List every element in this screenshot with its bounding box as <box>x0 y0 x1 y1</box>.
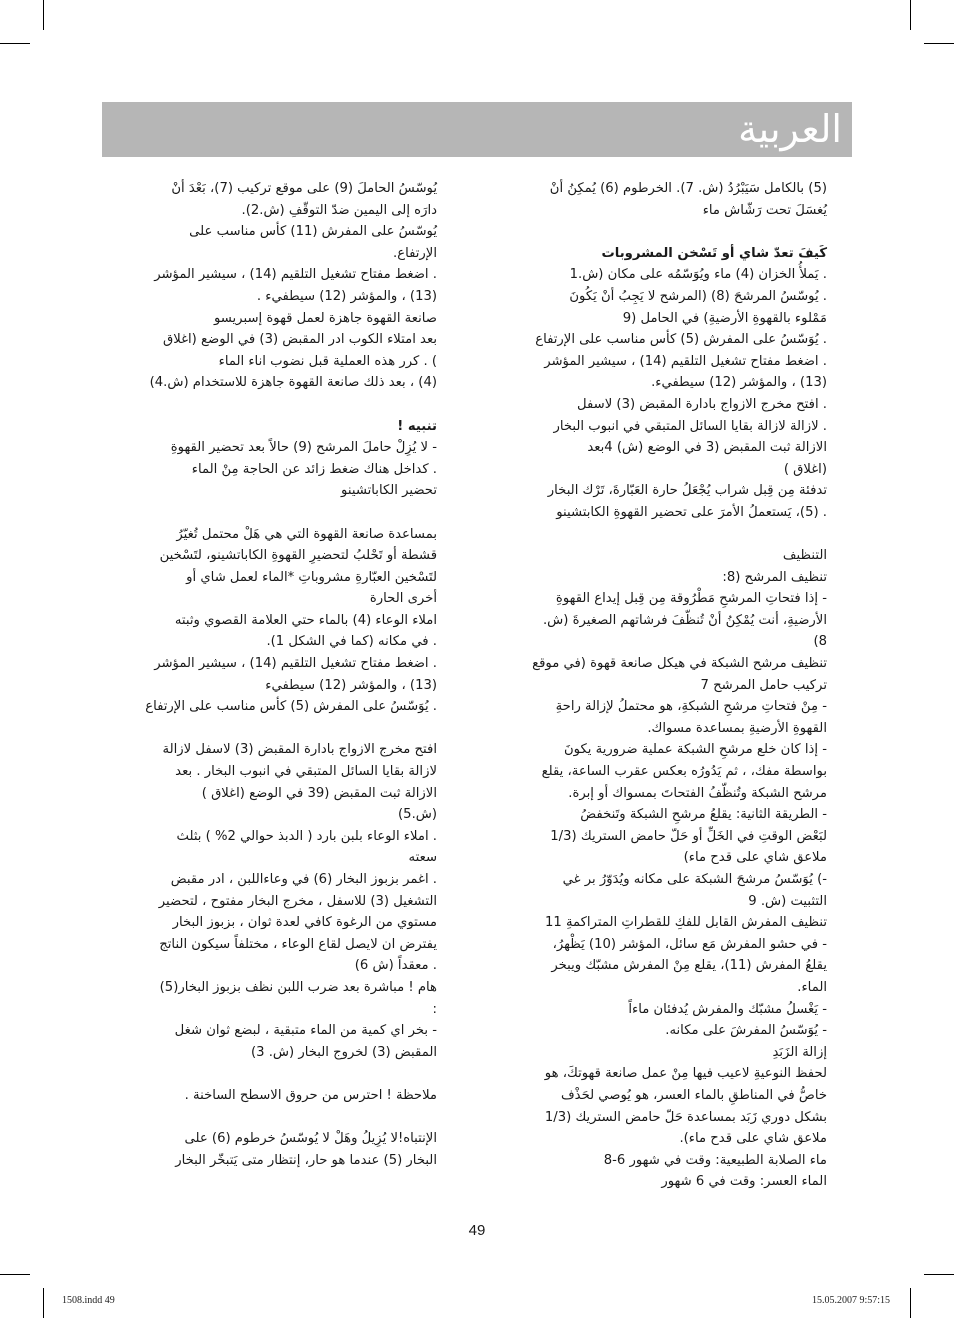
text-line: -) يُوَسّسُ مرشحَ الشبكة على مكانه ويُدَوّرُ بر غي <box>562 872 827 887</box>
text-line: يُغسَلَ تحت رَشّاش ماء <box>702 202 827 218</box>
text-line: (5) بالكامل سَيَبْرُدُ (ش. 7). الخرطوم (6) يُمكِنُ أنْ <box>549 181 827 196</box>
text-line: تحضير الكاباتشينو <box>341 483 437 499</box>
page-title: العربية <box>738 107 842 151</box>
text-line: - إذا فتحاتِ المرشحِ مَطْرُوقة مِن قِبل إيداع القهوةِ <box>555 591 827 607</box>
text-line: . اضغط مفتاح تشغيل التلقيم (14) ، سيشير المؤشر <box>544 353 827 369</box>
text-line: . املاء الوعاء بلبن بارد ( الدبذ حوالي 2% ) بثلث <box>176 828 437 844</box>
text-line: لازالة بقايا السائل المتبقي في انبوب البخار . بعد <box>175 764 437 780</box>
footer-file-name: 1508.indd 49 <box>62 1295 115 1306</box>
text-line: (13) ، والمؤشر (12) سيطفيء <box>265 677 437 693</box>
text-line: التنظيف <box>782 548 827 564</box>
text-line: (4) ، بعد ذلك صانعة القهوة جاهزة للاستخدام (ش.4) <box>149 375 437 391</box>
text-line: . يُوَسّسُ على المفرش (5) كأس مناسب على الإرتفاع <box>145 699 437 715</box>
text-line: تنظيف المرشح (8: <box>722 569 827 585</box>
text-line: يفترض ان لايصل لقاع الوعاء ، مختلفاً سيكون الناتج <box>159 936 437 952</box>
text-line: . كداخل هناك ضغط زائد عن الحاجة مِنْ الماء <box>191 461 437 477</box>
paragraph-gap <box>124 394 437 416</box>
page-number: 49 <box>468 1222 486 1239</box>
crop-mark <box>910 0 911 30</box>
crop-mark <box>0 43 30 44</box>
text-line: . (5)، يَستعملُ الأمرَ على تحضير القهوةِ الكابتشينو <box>556 504 827 520</box>
text-line: - يَغْسلُ مشبّك والمفرش يُدفئان ماءاً <box>628 1001 827 1017</box>
text-line: يقلعُ المفرش (11)، يقلع مِنْ المفرش مشبّك ويبخر <box>551 958 827 974</box>
text-line: . اضغط مفتاح تشغيل التلقيم (14) ، سيشير المؤشر <box>154 656 437 672</box>
text-line: المقبض (3) لخروج البخار (ش. 3) <box>251 1044 437 1060</box>
crop-mark <box>43 0 44 30</box>
paragraph-gap <box>515 221 827 243</box>
section-heading: كَيفَ تعدّ شاي أو تَسْخن المشروبات <box>601 245 827 261</box>
text-line: بعد امتلاء الكوب ادر المقبض (3) في الوضع (اغلاق <box>163 332 437 348</box>
text-line: - الطريقة الثانية: يقلعُ مرشحِ الشبكة وتَنخفضُ <box>580 807 827 823</box>
text-line: القهوةِ الأرضيةِ بمساعدة مسواك. <box>647 720 827 736</box>
text-line: ملاعق شاي على قدح ماء) <box>683 850 827 866</box>
paragraph-gap <box>124 1063 437 1085</box>
text-line: 8) <box>813 634 827 650</box>
text-line: التشغيل (3) للاسفل ، مخرج البخار مفتوح ، لتحضير <box>158 893 437 909</box>
text-line: (ش.5) <box>398 807 437 823</box>
text-line: سعته <box>408 850 437 866</box>
text-line: مَمْلوء بالقهوةِ الأرضيةِ) في الحامل (9 <box>622 310 827 326</box>
text-line: التثبيت (ش. 9 <box>748 893 827 909</box>
text-line: يُوسّسُ على المفرش (11) كأس مناسب على <box>189 224 437 240</box>
text-line: تدفئة مِن قِبل شراب يُجْعَلُ حارة العَبّارةَ، تَرْك البخار <box>547 483 827 499</box>
text-line: يُوسّسُ الحاملَ (9) على موقع تركيب (7)، بَعْدَ أنْ <box>171 181 437 196</box>
text-line: إزالة الزَبَدِ <box>772 1044 827 1060</box>
text-line: (اغلاق ) <box>783 461 827 477</box>
text-line: (13) ، والمؤشر (12) سيطفيء . <box>256 288 437 304</box>
text-line: . لازالة لازالة بقايا السائل المتبقي في انبوب البخار <box>553 418 827 434</box>
text-line: لحفظ النوعيةِ لاعيب فيها مِنْ عمل صانعة قهوتكَ، هو <box>544 1066 827 1082</box>
footer-timestamp: 15.05.2007 9:57:15 <box>812 1295 891 1306</box>
text-line: تركيب حامل المرشح 7 <box>700 677 827 693</box>
text-line: ) . كرر هذه العملية قبل نضوب اناء الماء <box>218 353 437 369</box>
text-line: . يُوَسّسُ على المفرش (5) كأس مناسب على الإرتفاع <box>535 332 827 348</box>
text-line: . يَملأُ الخزان (4) ماء ويُوَسّمُه على مكان (ش.1 <box>569 267 827 283</box>
text-line: - يُوَسّسُ المفرشَ على مكانه. <box>665 1023 827 1039</box>
text-line: بشكل دوري زَبَد بمساعدة حَلّ حامض الستريك (1/3 <box>544 1109 827 1125</box>
text-line: . اضغط مفتاح تشغيل التلقيم (14) ، سيشير المؤشر <box>154 267 437 283</box>
crop-mark <box>924 1274 954 1275</box>
text-line: أخرى الحارة <box>369 591 437 607</box>
text-line: . اغمر بزبوز البخار (6) في وعاءاللبن ، ادر مقبض <box>170 872 437 887</box>
text-line: الإرتفاع. <box>393 245 437 261</box>
text-line: بواسطة مفك، ، ثم يَدُورُه بعكس عقرب الساعة، يقلع <box>541 764 827 780</box>
text-line: البخار (5) عندما هو حار، إنتظار متى يَتبخّر البخار <box>175 1152 437 1168</box>
text-line: ماء الصلابة الطبيعية: وقت في شهور 6-8 <box>603 1152 827 1168</box>
text-line: تنظيف المفرش القابل للفكِ للقطراتِ المتراكمةِ 11 <box>544 915 827 931</box>
text-line: (13) ، والمؤشر (12) سيطفيء. <box>651 375 827 391</box>
paragraph-gap <box>124 718 437 740</box>
text-line: . افتح مخرج الازواج بادارة المقبض (3) لاسفل <box>577 396 827 412</box>
text-line: . في مكانه (كما في الشكل 1). <box>266 634 437 650</box>
crop-mark <box>910 1288 911 1318</box>
text-line: ملاعق شاي على قدح ماء). <box>679 1131 827 1147</box>
right-text-column <box>515 178 827 1193</box>
text-line: مرشح الشبكة وتُنظّفُ الفتحاتَ بمسواك أو إبرة. <box>568 785 827 801</box>
crop-mark <box>0 1274 30 1275</box>
text-line: صانعة القهوة جاهزة لعمل قهوة إسبريسو <box>213 310 437 326</box>
text-line: - مِنْ فتحاتِ مرشحِ الشبكةِ، هو محتملُ لإزالة راحةِ <box>555 699 827 715</box>
text-line: تنظيف مرشح الشبكة في هيكل صانعة قهوة (في موقع <box>532 656 827 672</box>
text-line: مستوي من الرغوة كافي لعدة ثوان ، بزبوز البخار <box>172 915 437 931</box>
paragraph-gap <box>124 502 437 524</box>
text-line: الازالة ثبت المقبض (39 في الوضع (اغلاق ) <box>201 785 437 801</box>
paragraph-gap <box>124 1107 437 1129</box>
crop-mark <box>43 1288 44 1318</box>
text-line: : <box>432 1001 437 1017</box>
left-text-column <box>124 178 437 1171</box>
text-line: - إذا كان خلع مرشحِ الشبكة عملية ضرورية يكونَ <box>563 742 827 758</box>
crop-mark <box>924 43 954 44</box>
text-line: بمساعدة صانعة القهوة التي هي هَلْ محتمل تُغيّرُ <box>176 526 437 542</box>
text-line: . معقداً (ش 6) <box>354 958 437 974</box>
text-line: افتح مخرج الازواج بادارة المقبض (3) لاسفل لازالة <box>162 742 437 758</box>
text-line: الأرضيةِ، أنت يُمْكِنُ أنْ تُنظّفَ فرشاتهم الصغيرةَ (ش. <box>542 612 827 628</box>
paragraph-gap <box>515 524 827 546</box>
text-line: - لا يُزِلْ حاملَ المرشح (9) حالاً بعد تحضير القهوةِ <box>170 440 437 456</box>
text-line: - في حشو المفرش مَع سائل، المؤشر (10) يَظْهرُ، <box>552 936 827 952</box>
text-line: لتَسْخين العبّارةِ مشروباتِ *الماء لعمل شاي أو <box>186 569 437 585</box>
text-line: دارَه إلى اليمين ضدّ التوقّفِ (ش.2). <box>241 202 437 218</box>
text-line: لبَعْض الوقتِ في الخَلِّ أو حَلّ حامض الستريك (1/3 <box>550 828 827 844</box>
text-line: الماء. <box>797 979 827 995</box>
text-line: الإنتباه!لا يُزِيلُ وهَلْ لا يُوسّسُ خرطوم (6) على <box>184 1131 437 1147</box>
text-line: خاصُّ في المناطقِ بالماء العسر، هو يُوصي لحَذْف <box>560 1087 827 1103</box>
text-line: الازالة ثبت المقبض (3 في الوضع (ش) 4بعد <box>587 440 827 456</box>
text-line: هام ! مباشرة بعد ضرب اللبن نظف بزبوز البخار(5) <box>159 979 437 995</box>
text-line: ملاحظة ! احترس من حروق الاسطح الساخنة . <box>184 1087 437 1103</box>
text-line: املاء الوعاء (4) بالماء حتي العلامة القصوي وثبته <box>174 612 437 628</box>
text-line: . يُوسّسُ المرشحَ (8) (المرشح لا يَجِبُ أنْ يَكُونَ <box>569 288 827 304</box>
text-line: - بخر اي كمية من الماء متبقية ، لبضع ثوان شغل <box>174 1023 437 1039</box>
language-header-bar <box>102 102 852 157</box>
section-heading: تنبيه ! <box>397 418 437 434</box>
text-line: قشطة أو تَحْلبُ لتحضيرِ القهوةِ الكاباتشينو، لتَسْخين <box>159 548 437 564</box>
text-line: الماء العسر: وقت في 6 شهور <box>661 1174 827 1190</box>
